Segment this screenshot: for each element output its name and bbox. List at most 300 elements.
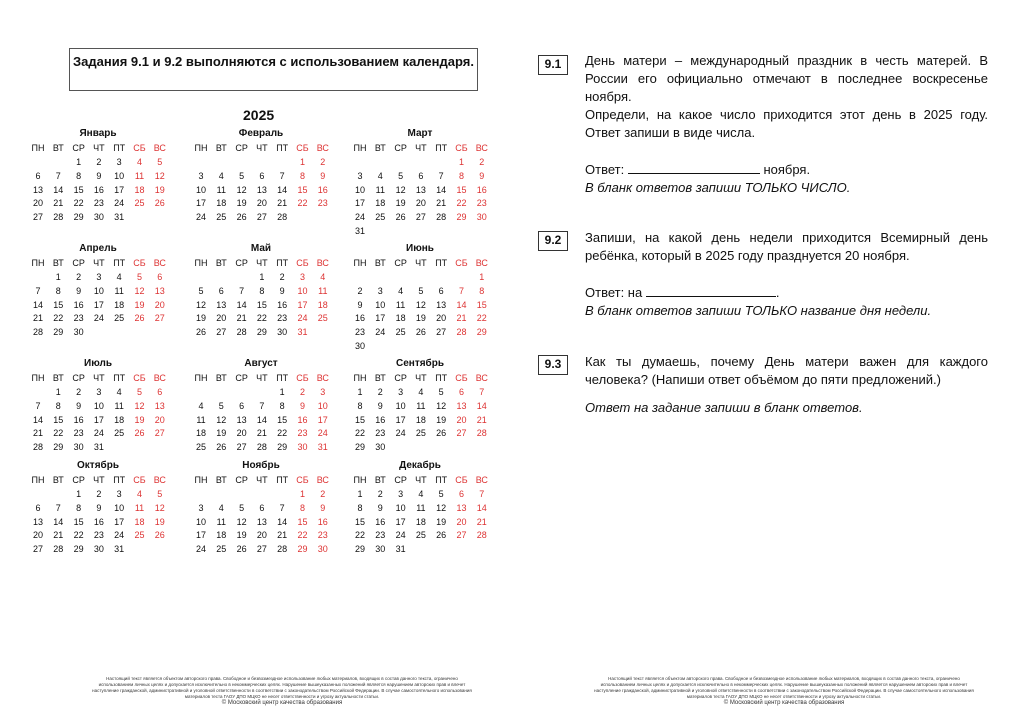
day-cell: 25 bbox=[114, 313, 125, 324]
day-cell: 7 bbox=[458, 285, 464, 296]
question-9-2-note: В бланк ответов запиши ТОЛЬКО название дня недели. bbox=[585, 303, 932, 318]
day-cell: 8 bbox=[55, 400, 61, 411]
weekday-header: СР bbox=[235, 475, 248, 485]
day-cell: 30 bbox=[375, 442, 386, 453]
day-cell: 5 bbox=[157, 489, 163, 499]
day-cell: 29 bbox=[53, 442, 64, 453]
weekday-header: ПТ bbox=[435, 258, 448, 268]
day-cell: 16 bbox=[277, 299, 288, 310]
weekday-header: ВТ bbox=[215, 143, 227, 153]
day-cell: 17 bbox=[195, 198, 206, 209]
day-cell: 3 bbox=[299, 272, 305, 282]
day-cell: 4 bbox=[398, 285, 404, 296]
weekday-header: СР bbox=[235, 258, 248, 268]
day-cell: 7 bbox=[239, 285, 245, 296]
weekday-header: ВС bbox=[475, 373, 488, 383]
day-cell: 30 bbox=[476, 212, 487, 223]
day-cell: 12 bbox=[395, 184, 406, 195]
day-cell: 13 bbox=[216, 299, 227, 310]
day-cell: 23 bbox=[73, 313, 84, 324]
day-cell: 25 bbox=[114, 428, 125, 439]
day-cell: 5 bbox=[438, 489, 444, 499]
day-cell: 22 bbox=[297, 198, 308, 209]
day-cell: 26 bbox=[154, 530, 165, 541]
day-cell: 18 bbox=[317, 299, 328, 310]
day-cell: 21 bbox=[32, 428, 43, 439]
day-cell: 20 bbox=[32, 198, 43, 209]
day-cell: 3 bbox=[198, 502, 204, 513]
day-cell: 25 bbox=[216, 544, 227, 555]
day-cell: 29 bbox=[456, 212, 467, 223]
day-cell: 24 bbox=[114, 198, 125, 209]
day-cell: 24 bbox=[395, 530, 406, 541]
weekday-header: ЧТ bbox=[415, 143, 427, 153]
footer-text: Настоящий текст является объектом авторского права. Свободное и безвозмездное использование любых материалов, входящих в состав данного текста, ограничено использованием личных целях и допускается исключительно в некоммерческих целях. Нарушение вышеуказанных положений является нарушением авторских прав и влечет наступление гражданской, административной и уголовной ответственности в соответствии с законодательством Российской Федерации. В случае самостоятельного использования материалов теста ГАОУ ДПО МЦКО не несет ответственности и угрозу актуальности статьи. bbox=[92, 676, 472, 699]
day-cell: 13 bbox=[415, 184, 426, 195]
day-cell: 2 bbox=[357, 285, 363, 296]
day-cell: 2 bbox=[76, 272, 82, 282]
footer-copyright: © Московский центр качества образования bbox=[723, 700, 845, 706]
day-cell: 15 bbox=[53, 299, 64, 310]
day-cell: 18 bbox=[415, 414, 426, 425]
day-cell: 2 bbox=[479, 157, 485, 167]
weekday-header: ВС bbox=[316, 475, 329, 485]
day-cell: 1 bbox=[357, 387, 363, 397]
day-cell: 4 bbox=[418, 387, 424, 397]
day-cell: 1 bbox=[479, 272, 485, 282]
day-cell: 14 bbox=[476, 502, 487, 513]
day-cell: 30 bbox=[354, 341, 365, 351]
weekday-header: ЧТ bbox=[93, 258, 105, 268]
weekday-header: СР bbox=[394, 258, 407, 268]
day-cell: 11 bbox=[114, 400, 124, 411]
day-cell: 21 bbox=[476, 516, 487, 527]
weekday-header: ВТ bbox=[215, 258, 227, 268]
day-cell: 22 bbox=[256, 313, 267, 324]
day-cell: 4 bbox=[218, 170, 224, 181]
weekday-header: ВТ bbox=[374, 475, 386, 485]
day-cell: 25 bbox=[195, 442, 206, 453]
day-cell: 10 bbox=[114, 502, 125, 513]
answer-suffix: . bbox=[775, 285, 780, 300]
day-cell: 17 bbox=[375, 313, 386, 324]
day-cell: 29 bbox=[73, 544, 84, 555]
weekday-header: ВС bbox=[316, 373, 329, 383]
question-9-2 bbox=[585, 229, 988, 320]
day-cell: 28 bbox=[53, 212, 64, 223]
day-cell: 19 bbox=[436, 516, 447, 527]
day-cell: 11 bbox=[375, 184, 385, 195]
weekday-header: ЧТ bbox=[93, 373, 105, 383]
day-cell: 27 bbox=[456, 428, 467, 439]
month-name: Сентябрь bbox=[396, 358, 444, 369]
day-cell: 3 bbox=[96, 387, 102, 397]
weekday-header: ВТ bbox=[374, 373, 386, 383]
day-cell: 8 bbox=[279, 400, 285, 411]
day-cell: 29 bbox=[476, 327, 487, 338]
footer-right bbox=[594, 676, 974, 706]
weekday-header: ПТ bbox=[276, 373, 289, 383]
weekday-header: ПТ bbox=[435, 373, 448, 383]
day-cell: 15 bbox=[256, 299, 267, 310]
day-cell: 13 bbox=[32, 184, 43, 195]
weekday-header: ВТ bbox=[374, 143, 386, 153]
day-cell: 22 bbox=[277, 428, 288, 439]
day-cell: 8 bbox=[76, 502, 82, 513]
question-9-1-task: Определи, на какое число приходится этот день в 2025 году. Ответ запиши в виде числа. bbox=[585, 107, 988, 140]
day-cell: 13 bbox=[456, 502, 467, 513]
question-9-2-answer-line bbox=[585, 284, 988, 302]
day-cell: 26 bbox=[195, 327, 206, 338]
day-cell: 19 bbox=[236, 198, 247, 209]
day-cell: 5 bbox=[136, 272, 142, 282]
day-cell: 7 bbox=[479, 489, 485, 499]
day-cell: 10 bbox=[93, 400, 104, 411]
day-cell: 28 bbox=[236, 327, 247, 338]
question-9-1 bbox=[585, 52, 988, 197]
day-cell: 7 bbox=[438, 170, 444, 181]
day-cell: 12 bbox=[236, 516, 247, 527]
weekday-header: ЧТ bbox=[93, 475, 105, 485]
day-cell: 14 bbox=[32, 414, 43, 425]
day-cell: 5 bbox=[398, 170, 404, 181]
weekday-header: СБ bbox=[455, 258, 468, 268]
day-cell: 3 bbox=[116, 489, 122, 499]
day-cell: 7 bbox=[279, 502, 285, 513]
day-cell: 7 bbox=[35, 400, 41, 411]
day-cell: 3 bbox=[398, 489, 404, 499]
month-name: Февраль bbox=[238, 128, 284, 139]
weekday-header: ВС bbox=[153, 143, 166, 153]
day-cell: 20 bbox=[154, 299, 165, 310]
day-cell: 25 bbox=[415, 428, 426, 439]
question-number-9-1: 9.1 bbox=[538, 55, 568, 75]
day-cell: 16 bbox=[73, 414, 84, 425]
day-cell: 29 bbox=[53, 327, 64, 338]
month-name: Май bbox=[250, 243, 272, 254]
calendar-year: 2025 bbox=[243, 107, 275, 123]
day-cell: 7 bbox=[35, 285, 41, 296]
day-cell: 27 bbox=[154, 313, 165, 324]
day-cell: 6 bbox=[157, 272, 163, 282]
day-cell: 19 bbox=[195, 313, 206, 324]
day-cell: 13 bbox=[456, 400, 467, 411]
day-cell: 26 bbox=[415, 327, 426, 338]
day-cell: 2 bbox=[320, 489, 326, 499]
day-cell: 28 bbox=[476, 428, 487, 439]
day-cell: 18 bbox=[114, 299, 125, 310]
weekday-header: СБ bbox=[133, 258, 146, 268]
day-cell: 4 bbox=[116, 272, 122, 282]
day-cell: 4 bbox=[377, 170, 383, 181]
day-cell: 27 bbox=[415, 212, 426, 223]
day-cell: 18 bbox=[216, 198, 227, 209]
month-name: Март bbox=[407, 128, 433, 139]
day-cell: 19 bbox=[134, 299, 145, 310]
day-cell: 13 bbox=[32, 516, 43, 527]
day-cell: 2 bbox=[299, 387, 305, 397]
day-cell: 17 bbox=[114, 184, 125, 195]
day-cell: 20 bbox=[216, 313, 227, 324]
day-cell: 4 bbox=[116, 387, 122, 397]
day-cell: 1 bbox=[299, 157, 305, 167]
day-cell: 10 bbox=[354, 184, 365, 195]
day-cell: 8 bbox=[299, 502, 305, 513]
day-cell: 24 bbox=[395, 428, 406, 439]
day-cell: 16 bbox=[375, 414, 386, 425]
day-cell: 26 bbox=[154, 198, 165, 209]
day-cell: 26 bbox=[216, 442, 227, 453]
weekday-header: СБ bbox=[296, 373, 309, 383]
day-cell: 14 bbox=[476, 400, 487, 411]
day-cell: 20 bbox=[256, 198, 267, 209]
day-cell: 24 bbox=[354, 212, 365, 223]
day-cell: 28 bbox=[32, 442, 43, 453]
day-cell: 17 bbox=[93, 299, 104, 310]
weekday-header: ВТ bbox=[52, 143, 64, 153]
day-cell: 22 bbox=[297, 530, 308, 541]
day-cell: 26 bbox=[436, 530, 447, 541]
day-cell: 12 bbox=[415, 299, 426, 310]
day-cell: 29 bbox=[73, 212, 84, 223]
day-cell: 15 bbox=[73, 184, 84, 195]
weekday-header: ПН bbox=[31, 373, 45, 383]
day-cell: 9 bbox=[320, 502, 326, 513]
weekday-header: ПТ bbox=[113, 475, 126, 485]
day-cell: 13 bbox=[236, 414, 247, 425]
weekday-header: ПН bbox=[194, 143, 208, 153]
day-cell: 2 bbox=[96, 489, 102, 499]
day-cell: 29 bbox=[256, 327, 267, 338]
day-cell: 24 bbox=[114, 530, 125, 541]
day-cell: 27 bbox=[216, 327, 227, 338]
day-cell: 20 bbox=[32, 530, 43, 541]
day-cell: 25 bbox=[395, 327, 406, 338]
day-cell: 19 bbox=[216, 428, 227, 439]
answer-blank[interactable] bbox=[628, 161, 760, 174]
day-cell: 6 bbox=[259, 502, 265, 513]
answer-label: Ответ: на bbox=[585, 285, 643, 300]
day-cell: 22 bbox=[73, 198, 84, 209]
day-cell: 28 bbox=[32, 327, 43, 338]
day-cell: 12 bbox=[134, 285, 145, 296]
weekday-header: ЧТ bbox=[415, 258, 427, 268]
weekday-header: ПТ bbox=[276, 475, 289, 485]
weekday-header: ПТ bbox=[113, 258, 126, 268]
question-9-3-note: Ответ на задание запиши в бланк ответов. bbox=[585, 400, 863, 415]
day-cell: 27 bbox=[436, 327, 447, 338]
day-cell: 19 bbox=[415, 313, 426, 324]
day-cell: 30 bbox=[93, 544, 104, 555]
day-cell: 3 bbox=[377, 285, 383, 296]
day-cell: 30 bbox=[317, 544, 328, 555]
day-cell: 31 bbox=[114, 212, 125, 223]
day-cell: 3 bbox=[357, 170, 363, 181]
day-cell: 22 bbox=[354, 530, 365, 541]
day-cell: 20 bbox=[236, 428, 247, 439]
day-cell: 15 bbox=[476, 299, 487, 310]
month-name: Июнь bbox=[406, 243, 434, 254]
day-cell: 24 bbox=[317, 428, 328, 439]
day-cell: 16 bbox=[354, 313, 365, 324]
day-cell: 23 bbox=[375, 428, 386, 439]
day-cell: 8 bbox=[357, 400, 363, 411]
day-cell: 10 bbox=[395, 400, 406, 411]
day-cell: 4 bbox=[418, 489, 424, 499]
day-cell: 6 bbox=[35, 170, 41, 181]
day-cell: 7 bbox=[55, 502, 61, 513]
day-cell: 11 bbox=[416, 502, 426, 513]
answer-blank[interactable] bbox=[646, 284, 776, 297]
day-cell: 25 bbox=[216, 212, 227, 223]
day-cell: 20 bbox=[456, 414, 467, 425]
weekday-header: ВС bbox=[153, 258, 166, 268]
weekday-header: СР bbox=[394, 143, 407, 153]
weekday-header: СР bbox=[235, 373, 248, 383]
weekday-header: СБ bbox=[296, 258, 309, 268]
weekday-header: ПН bbox=[194, 258, 208, 268]
day-cell: 26 bbox=[436, 428, 447, 439]
day-cell: 17 bbox=[317, 414, 328, 425]
day-cell: 18 bbox=[134, 516, 145, 527]
day-cell: 31 bbox=[354, 226, 365, 236]
day-cell: 12 bbox=[436, 502, 447, 513]
day-cell: 6 bbox=[418, 170, 424, 181]
day-cell: 23 bbox=[317, 530, 328, 541]
day-cell: 6 bbox=[438, 285, 444, 296]
day-cell: 13 bbox=[256, 184, 267, 195]
day-cell: 9 bbox=[96, 170, 102, 181]
weekday-header: ЧТ bbox=[256, 475, 268, 485]
day-cell: 24 bbox=[297, 313, 308, 324]
day-cell: 23 bbox=[375, 530, 386, 541]
month-name: Июль bbox=[84, 358, 112, 369]
day-cell: 23 bbox=[93, 198, 104, 209]
day-cell: 29 bbox=[354, 544, 365, 555]
day-cell: 17 bbox=[93, 414, 104, 425]
day-cell: 18 bbox=[375, 198, 386, 209]
day-cell: 10 bbox=[93, 285, 104, 296]
weekday-header: ПН bbox=[353, 373, 367, 383]
day-cell: 9 bbox=[96, 502, 102, 513]
day-cell: 28 bbox=[53, 544, 64, 555]
day-cell: 5 bbox=[136, 387, 142, 397]
day-cell: 20 bbox=[436, 313, 447, 324]
day-cell: 28 bbox=[256, 442, 267, 453]
day-cell: 7 bbox=[55, 170, 61, 181]
weekday-header: ПТ bbox=[113, 373, 126, 383]
day-cell: 18 bbox=[134, 184, 145, 195]
day-cell: 9 bbox=[76, 285, 82, 296]
day-cell: 20 bbox=[154, 414, 165, 425]
day-cell: 25 bbox=[317, 313, 328, 324]
day-cell: 4 bbox=[320, 272, 326, 282]
weekday-header: ЧТ bbox=[93, 143, 105, 153]
day-cell: 19 bbox=[236, 530, 247, 541]
day-cell: 24 bbox=[93, 428, 104, 439]
day-cell: 25 bbox=[375, 212, 386, 223]
day-cell: 7 bbox=[479, 387, 485, 397]
weekday-header: СР bbox=[394, 475, 407, 485]
day-cell: 17 bbox=[114, 516, 125, 527]
weekday-header: ПН bbox=[31, 258, 45, 268]
day-cell: 1 bbox=[76, 157, 82, 167]
day-cell: 12 bbox=[216, 414, 227, 425]
day-cell: 5 bbox=[239, 170, 245, 181]
weekday-header: СБ bbox=[296, 475, 309, 485]
day-cell: 16 bbox=[93, 184, 104, 195]
day-cell: 1 bbox=[76, 489, 82, 499]
weekday-header: ВС bbox=[475, 143, 488, 153]
day-cell: 1 bbox=[55, 272, 61, 282]
task-instruction-box: Задания 9.1 и 9.2 выполняются с использованием календаря. bbox=[69, 48, 478, 91]
day-cell: 28 bbox=[436, 212, 447, 223]
day-cell: 1 bbox=[357, 489, 363, 499]
day-cell: 23 bbox=[73, 428, 84, 439]
day-cell: 6 bbox=[157, 387, 163, 397]
day-cell: 11 bbox=[114, 285, 124, 296]
day-cell: 8 bbox=[479, 285, 485, 296]
day-cell: 21 bbox=[277, 530, 288, 541]
answer-label: Ответ: bbox=[585, 162, 625, 177]
day-cell: 27 bbox=[154, 428, 165, 439]
weekday-header: ВТ bbox=[52, 475, 64, 485]
day-cell: 1 bbox=[299, 489, 305, 499]
day-cell: 22 bbox=[73, 530, 84, 541]
day-cell: 15 bbox=[354, 414, 365, 425]
day-cell: 17 bbox=[297, 299, 308, 310]
question-9-2-text: Запиши, на какой день недели приходится Всемирный день ребёнка, который в 2025 году празднуется 20 ноября. bbox=[585, 230, 988, 263]
day-cell: 30 bbox=[277, 327, 288, 338]
day-cell: 27 bbox=[456, 530, 467, 541]
weekday-header: ЧТ bbox=[256, 143, 268, 153]
day-cell: 6 bbox=[458, 489, 464, 499]
day-cell: 9 bbox=[320, 170, 326, 181]
day-cell: 11 bbox=[216, 184, 226, 195]
question-9-1-text: День матери – международный праздник в честь матерей. В России его официально отмечают в последнее воскресенье ноября. bbox=[585, 53, 988, 104]
day-cell: 15 bbox=[73, 516, 84, 527]
day-cell: 18 bbox=[114, 414, 125, 425]
day-cell: 14 bbox=[277, 184, 288, 195]
day-cell: 20 bbox=[256, 530, 267, 541]
day-cell: 21 bbox=[436, 198, 447, 209]
day-cell: 8 bbox=[458, 170, 464, 181]
weekday-header: СР bbox=[235, 143, 248, 153]
day-cell: 28 bbox=[277, 212, 288, 223]
day-cell: 10 bbox=[195, 516, 206, 527]
day-cell: 6 bbox=[458, 387, 464, 397]
day-cell: 20 bbox=[456, 516, 467, 527]
weekday-header: СР bbox=[72, 475, 85, 485]
day-cell: 28 bbox=[456, 327, 467, 338]
weekday-header: СР bbox=[72, 143, 85, 153]
day-cell: 1 bbox=[55, 387, 61, 397]
day-cell: 8 bbox=[259, 285, 265, 296]
day-cell: 15 bbox=[297, 184, 308, 195]
day-cell: 30 bbox=[297, 442, 308, 453]
day-cell: 17 bbox=[195, 530, 206, 541]
day-cell: 11 bbox=[134, 170, 145, 181]
weekday-header: СБ bbox=[133, 475, 146, 485]
day-cell: 21 bbox=[476, 414, 487, 425]
weekday-header: ПН bbox=[353, 475, 367, 485]
day-cell: 19 bbox=[395, 198, 406, 209]
day-cell: 18 bbox=[415, 516, 426, 527]
day-cell: 14 bbox=[456, 299, 467, 310]
day-cell: 12 bbox=[195, 299, 206, 310]
day-cell: 22 bbox=[476, 313, 487, 324]
day-cell: 4 bbox=[136, 489, 142, 499]
